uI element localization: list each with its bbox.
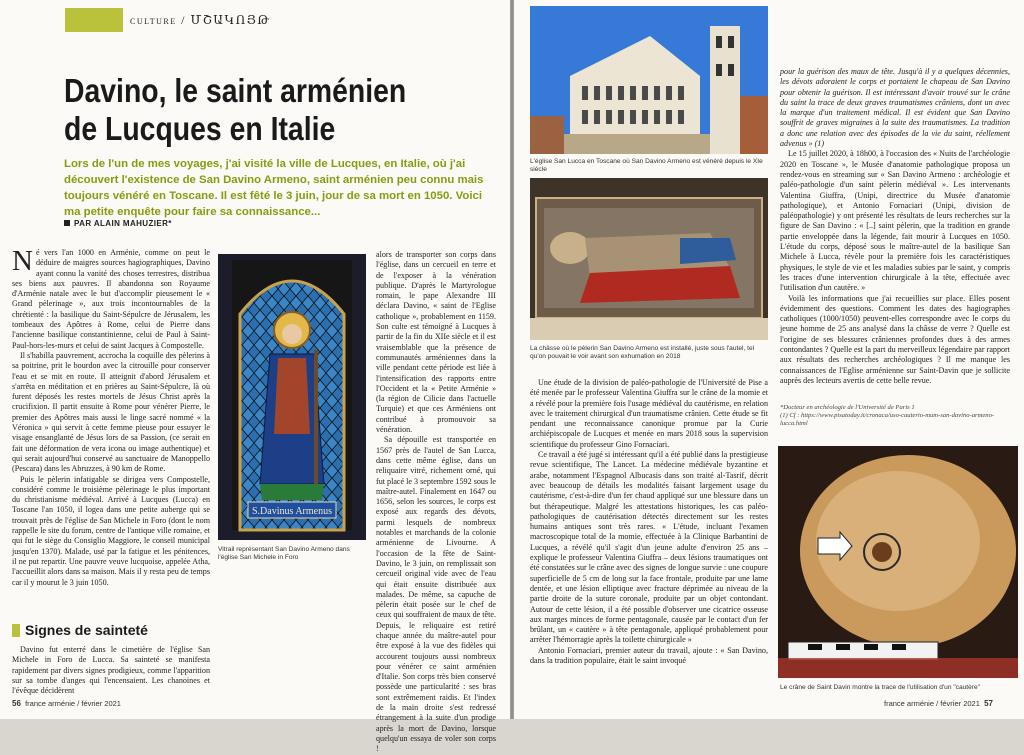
reliquary-illustration bbox=[530, 178, 768, 340]
subhead-text: Signes de sainteté bbox=[25, 622, 148, 638]
col2-paragraph: alors de transporter son corps dans l'église, dans un cercueil en terre et de l'exposer à la vénération publique. D'après le Martyrologue romain, le pape Alexandre III déclara Davino, « saint de l'Eglise catholique », probablement en 1159. Son culte est témoigné à Lucques à partir de la fin du XIIe siècle et il est vraisemblable que la présence de communautés arméniennes dans la ville pendant cette période est liée à l'intensification des rapports entre l'Occident et la « Petite Arménie » (la région de Cilicie dans l'actuelle Turquie) et que ces Arméniens ont contribué à promouvoir sa vénération. bbox=[376, 250, 496, 435]
subhead bbox=[12, 622, 148, 638]
magazine-name-left: france arménie bbox=[25, 699, 76, 708]
window-label: S.Davinus Armenus bbox=[252, 506, 332, 517]
footnote-2: (1) Cf : https://www.pisatoday.it/cronaca/uso-cauterio-mum-san-davino-armeno-lucca.html bbox=[780, 412, 995, 428]
stained-glass-image bbox=[218, 254, 366, 540]
rt-paragraph-3: Voilà les informations que j'ai recueillies sur place. Elles posent évidemment des questions. Comment les dates des hagiographes catholiques (1000/1050) peuvent-elles correspondre avec le corps du jeune homme de 25 ans analysé dans la châsse de verre ? Quelle est l'origine de ses blessures crâniennes profondes dues à des armes contondantes ? Quelle est la part du merveilleux légendaire par rapport aux résultats des recherches archéologiques ? Il me manque les connaissances de l'Eglise arménienne sur Saint-Davin que je sollicite auprès des lecteurs avertis de cette belle revue. bbox=[780, 293, 1010, 385]
col1b-paragraph: Davino fut enterré dans le cimetière de l'église San Michele in Foro de Lucca. Sa sainteté se manifesta rapidement par divers signes prodigieux, comme l'apparition sur sa tombe d'anges qui l'encensaient. Les chanoines et l'évêque décidèrent bbox=[12, 645, 210, 696]
church-photo bbox=[530, 6, 768, 154]
issue-date-right: février 2021 bbox=[940, 699, 980, 708]
issue-date-left: février 2021 bbox=[81, 699, 121, 708]
footnotes bbox=[780, 404, 1010, 429]
subhead-marker bbox=[12, 624, 20, 637]
left-page bbox=[0, 0, 510, 754]
section-color-bar bbox=[65, 8, 123, 32]
column-1b bbox=[12, 645, 210, 696]
magazine-name-right: france arménie bbox=[884, 699, 935, 708]
col1-paragraph-1 bbox=[12, 245, 210, 351]
window-caption: Vitrail représentant San Davino Armeno dans l'église San Michele in Foro bbox=[218, 546, 350, 561]
title-line-2: de Lucques en Italie bbox=[64, 110, 336, 147]
col1-p1-text: é vers l'an 1000 en Arménie, comme on peut le déduire de maigres sources hagiographiques, Davino ayant connu la vanité des choses terrestres, distribua ses biens aux pauvres. Il abandonna son Royaume d'Arménie natale avec le but d'accomplir pieusement le « Grand pèlerinage », aux trois incontournables de la chrétienté : la basilique du Saint-Sépulcre de Jérusalem, les tombeaux des Apôtres à Rome, celui de Pierre dans l'ancienne basilique constantinienne, celui de Paul à Saint-Paul-hors-les-murs et celui de saint Jacques à Compostelle. bbox=[12, 248, 210, 350]
right-folio: france arménie / février 2021 57 bbox=[884, 699, 993, 708]
right-page bbox=[514, 0, 1024, 719]
skull-caption: Le crâne de Saint Davin montre la trace de l'utilisation d'un "cautère" bbox=[780, 684, 980, 691]
column-1 bbox=[12, 245, 210, 588]
right-column-middle bbox=[530, 378, 768, 666]
reliquary-photo bbox=[530, 178, 768, 340]
left-folio: 56 france arménie / février 2021 bbox=[12, 699, 121, 708]
church-illustration bbox=[530, 6, 768, 154]
column-2 bbox=[376, 250, 496, 755]
drop-cap: N bbox=[12, 245, 33, 277]
byline-square-icon bbox=[64, 220, 70, 226]
right-column-top bbox=[780, 67, 1010, 386]
rm-paragraph-2: Ce travail a été jugé si intéressant qu'il a été publié dans la prestigieuse revue scientifique, The Lancet. La médecine médiévale byzantine et arabe, notamment l'Espagnol Albucasis dans son traité al-Tasrif, décrit avec beaucoup de détails les modalités faisant largement usage du cautérisme, c'est-à-dire d'un fer chaud appliqué sur une blessure dans un but thérapeutique. Malgré les attestations historiques, les cas paléo-pathologiques de cautérisation détectés directement sur les restes humains antiques sont très rares. « L'étude, incluant l'examen macroscopique total de la momie, effectuée à la Clinique Barbantini de Lucques, a révélé qu'il s'agit d'un jeune adulte d'environ 25 ans – explique le professeur Valentina Giuffra – deux lésions traumatiques ont été constatées sur le crâne avec des signes de longue survie : une coupure superficielle de 5 cm de long sur la face frontale, produite par une lame dentée, et une lésion elliptique avec fracture déprimée au niveau de la partie droite de la suture coronale, produite par un objet contondant. Autour de cette lésion, il a été possible d'observer une cicatrice osseuse aux marges minces de forme pentagonale, causée par le contact d'un fer brûlant, un « cautère » à tête pentagonale, appliqué probablement pour arrêter l'hémorragie après la toilette chirurgicale » bbox=[530, 450, 768, 645]
page-number-left: 56 bbox=[12, 699, 21, 708]
rm-paragraph-1: Une étude de la division de paléo-pathologie de l'Université de Pise a été menée par le professeur Valentina Giuffra sur le crâne de la momie et a révélé pour la première fois l'usage médiéval du cautérisme, en relation avec le traitement chirurgical d'un traumatisme crânien. Cette étude se fit pendant une reconnaissance canonique promue par la Curie archiépiscopale de Lucques et menée en mars 2018 sous la supervision scientifique du professeur Gino Fornaciari. bbox=[530, 378, 768, 449]
col1-paragraph-3: Puis le pèlerin infatigable se dirigea vers Compostelle, considéré comme le troisième pèlerinage le plus important du christianisme médiéval. Arrivé à Lucques (Lucca) en Toscane l'an 1050, il logea dans une petite auberge qui se trouvait près de l'église de San Michele in Foro (dont le nom rappelle le site du forum, centre de l'antique ville romaine, et qui fut le siège du Consiglio Maggiore, le conseil municipal jusqu'en 1370). Malade, usé par la fatigue et les pénitences, il ne put repartir. Une pauvre veuve lucquoise, appelée Atha, l'accueillit alors dans sa maison. Mais il y resta peu de temps car il y mourut le 3 juin 1050. bbox=[12, 474, 210, 587]
church-caption: L'église San Lucca en Toscane où San Davino Armeno est vénéré depuis le XIe siècle bbox=[530, 158, 763, 173]
article-lede: Lors de l'un de mes voyages, j'ai visité la ville de Lucques, en Italie, où j'ai découvert l'existence de San Davino Armeno, saint arménien peu connu mais toujours vénéré en Toscane. Il est fêté le 3 juin, jour de sa mort en 1050. Voici ma petite enquête pour faire sa connaissance... bbox=[64, 158, 484, 218]
section-label: culture / ՄՇԱԿՈՅԹ bbox=[130, 13, 271, 27]
skull-photo bbox=[778, 446, 1018, 678]
col1-paragraph-2: Il s'habilla pauvrement, accrocha la coquille des pèlerins à sa poitrine, prit le bourdon avec la citrouille pour conserver l'eau et se mit en route. Il atteignit d'abord Jérusalem et s'arrêta en méditation et en prières au Saint-Sépulcre, là où furent déposés les restes mortels de Jésus Christ après la crucifixion. Il partit ensuite à Rome pour vénérer Pierre, le premier des Apôtres mais aussi le linge sacré nommé « la Véronica » qui servit à cette femme pieuse pour essuyer le visage ensanglanté de Jésus lors de sa Passion, (ce serait en fait une déformation de vera icona ou image authentique) et qui serait aujourd'hui conservé au sanctuaire de Manoppello (Pescara) dans les Abruzzes, à 90 km de Rome. bbox=[12, 350, 210, 474]
rt-paragraph-1: pour la guérison des maux de tête. Jusqu'à il y a quelques décennies, les dévots adoraient le corps et portaient le chapeau de San Davino pour obtenir la guérison. Il est intéressant d'avoir trouvé sur le crâne du saint la trace de deux graves traumatismes crâniens, dont un avec la marque d'un traitement médical. Il est évident que San Davino souffrit de graves migraines à la suite des traumatismes. La tradition a donc une relation avec des épisodes de la vie du saint, réellement advenus » (1) bbox=[780, 67, 1010, 149]
byline-text: PAR ALAIN MAHUZIER* bbox=[74, 219, 172, 228]
col2-paragraph-b: Sa dépouille est transportée en 1567 près de l'autel de San Lucca, dans cette même église, dans un reliquaire vitré, richement orné, qui fut placé le 3 septembre 1592 sous le maître-autel. Finalement en 1647 ou 1656, selon les sources, le corps est exposé aux regards des dévots, parmi lesquels de nombreux notables et marchands de la colonie arménienne de Livourne. A l'occasion de la fête de Saint-Davino, le 3 juin, on remplissait son cercueil original vide avec de l'eau qui était ensuite distribuée aux malades. De même, sa capuche de pèlerin était posée sur le chef de ceux qui souffraient de maux de tête. Depuis, le reliquaire est retiré chaque année du maître-autel pour être exposé à la vue des fidèles qui accourent toujours aussi nombreux pour vénérer ce saint arménien d'Italie. Son corps très bien conservé possède une particularité : ses bras sont extrêmement raidis. Et l'index de la main droite s'est redressé étrangement à la suite d'un prodige après la mort de Davino, lorsque quelqu'un essaya de voler son corps ! bbox=[376, 435, 496, 754]
reliquary-caption: La châsse où le pèlerin San Davino Armeno est installé, juste sous l'autel, tel qu'on pouvait le voir avant son exhumation en 2018 bbox=[530, 345, 755, 360]
article-title bbox=[64, 72, 425, 148]
byline bbox=[64, 219, 172, 228]
rm-paragraph-3: Antonio Fornaciari, premier auteur du travail, ajoute : « San Davino, dans la tradition populaire, était le saint invoqué bbox=[530, 645, 768, 666]
skull-illustration bbox=[778, 446, 1018, 678]
page-number-right: 57 bbox=[984, 699, 993, 708]
title-line-1: Davino, le saint arménien bbox=[64, 72, 407, 109]
rt-paragraph-2: Le 15 juillet 2020, à 18h00, à l'occasion des « Nuits de l'archéologie 2020 en Toscane », le Musée d'anatomie pathologique proposa un rendez-vous en streaming sur « San Davino Armeno : archéologie et paléo-pathologie d'un saint pèlerin médiéval ». Les intervenants Valentina Giuffra, (Unipi, directrice du Musée d'anatomie pathologique), et Antonio Fornaciari (Unipi, division de paléopathologie) y ont présenté les résultats de leurs recherches sur la figure de San Davino : « [..] saint pèlerin, que la tradition en grande partie enveloppée dans la légende, fait mourir à Lucques en 1050. L'étude du corps, déposé sous le maître-autel de la basilique San Michele à Lucca, révèle pour la première fois les caractéristiques physiques, le style de vie et les maladies subies par le saint, y compris les traces d'une intervention chirurgicale à la tête, effectuée avec l'utilisation d'un cautère. » bbox=[780, 149, 1010, 293]
stained-glass-window bbox=[218, 254, 366, 540]
footnote-1: *Docteur en archéologie de l'Université de Paris 1 bbox=[780, 404, 915, 411]
